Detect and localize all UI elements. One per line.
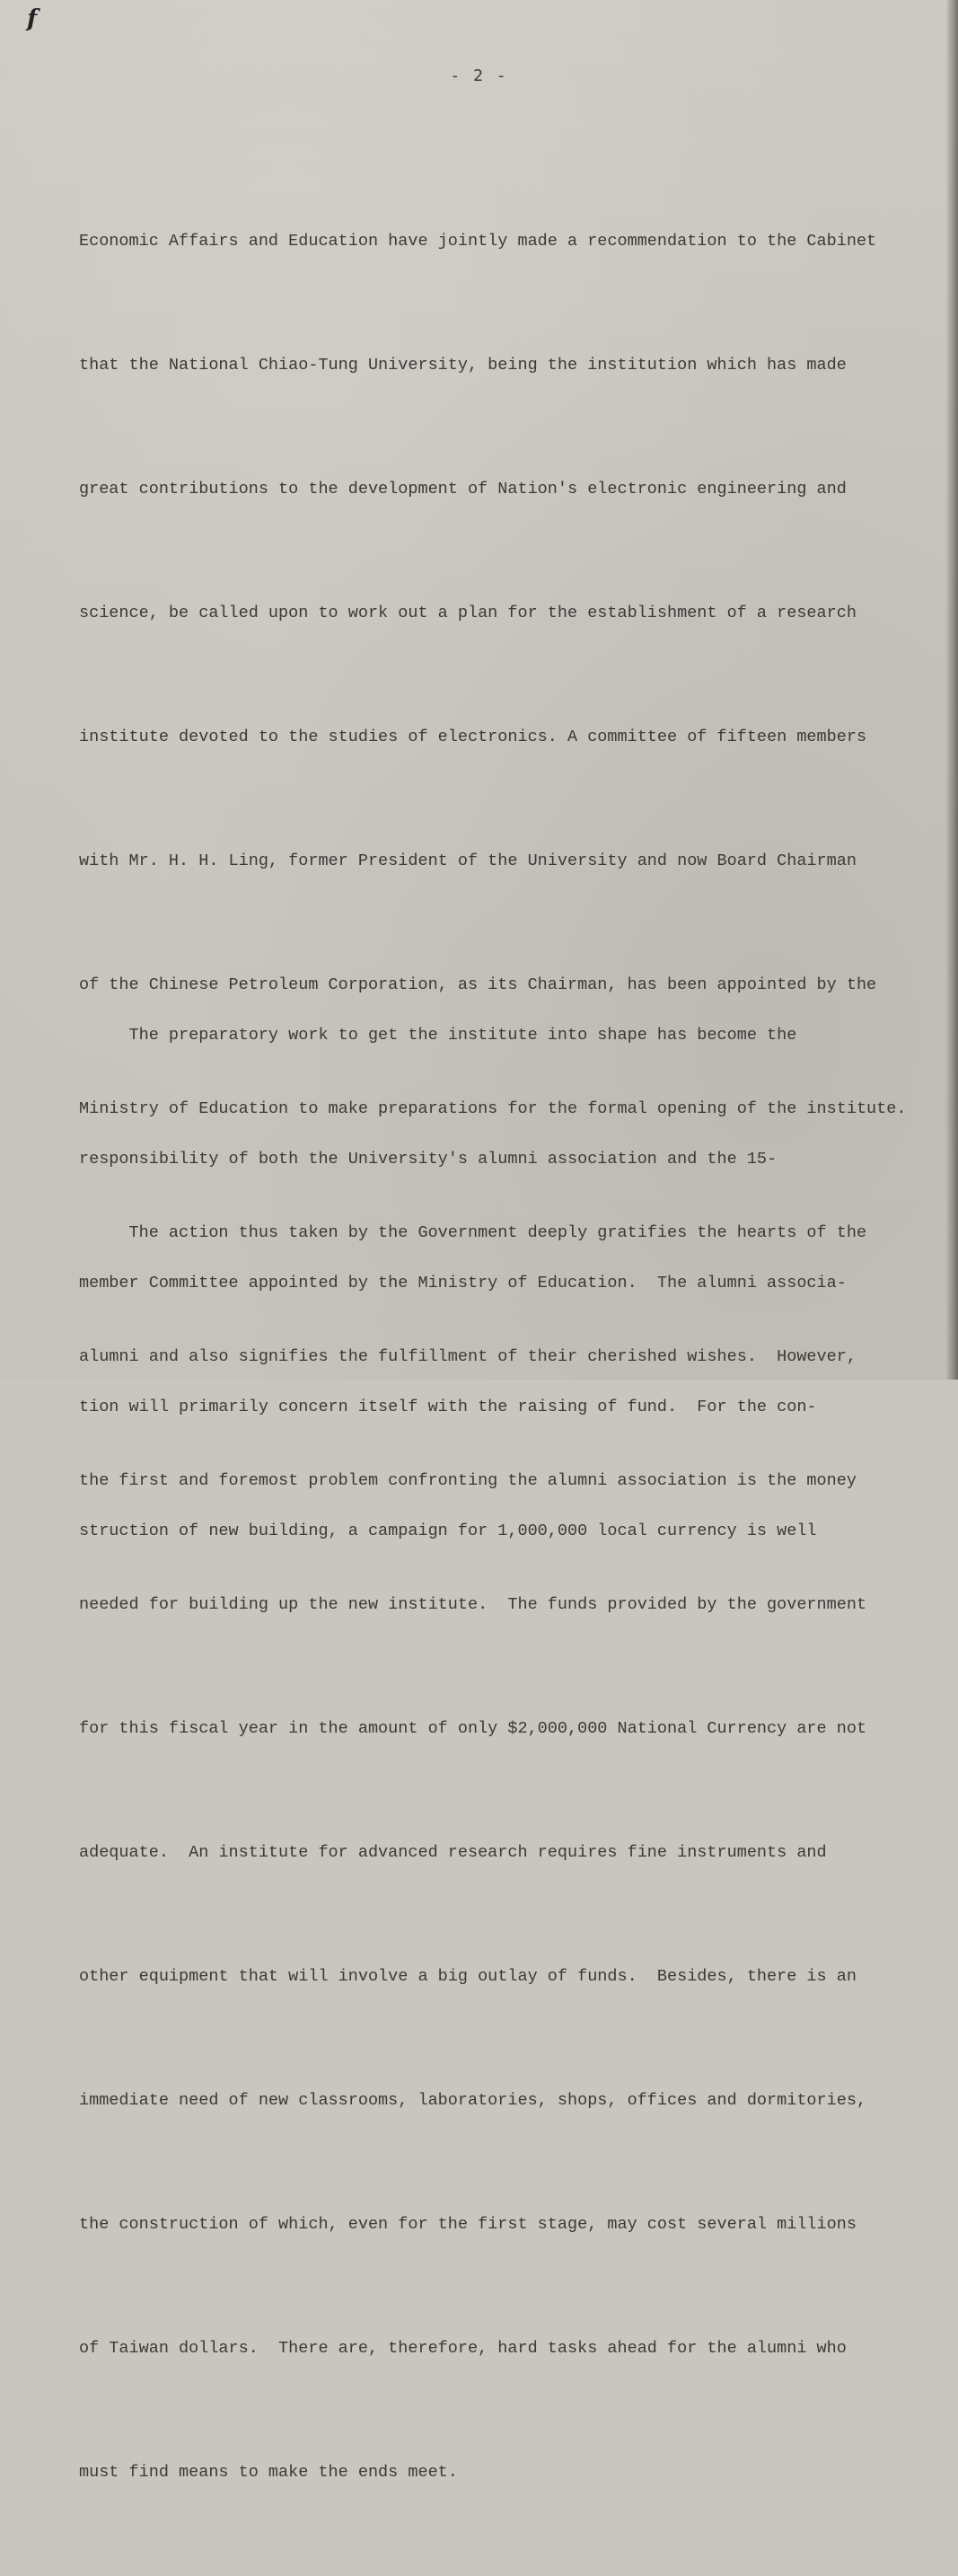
text-line: science, be called upon to work out a plan for the establishment of a research (79, 604, 857, 622)
page-number: - 2 - (450, 66, 508, 85)
text-line: for this fiscal year in the amount of only $2,000,000 National Currency are not (79, 1719, 867, 1738)
text-line: tion will primarily concern itself with the raising of fund. For the con- (79, 1398, 817, 1416)
text-line: The action thus taken by the Government deeply gratifies the hearts of the (79, 1223, 867, 1242)
text-line: of the Chinese Petroleum Corporation, as its Chairman, has been appointed by the (79, 975, 877, 994)
text-line: that the National Chiao-Tung University, being the institution which has made (79, 356, 847, 375)
text-line: Ministry of Education to make preparations for the formal opening of the institute. (79, 1099, 907, 1118)
text-line: with Mr. H. H. Ling, former President of the University and now Board Chairman (79, 851, 857, 870)
text-line: member Committee appointed by the Ministry of Education. The alumni associa- (79, 1274, 847, 1292)
corner-mark: f (27, 5, 38, 32)
text-line: must find means to make the ends meet. (79, 2463, 458, 2482)
text-line: other equipment that will involve a big outlay of funds. Besides, there is an (79, 1967, 857, 1986)
text-line: alumni and also signifies the fulfillment of their cherished wishes. However, (79, 1347, 857, 1366)
text-line: the first and foremost problem confronting the alumni association is the money (79, 1471, 857, 1490)
text-line: immediate need of new classrooms, laboratories, shops, offices and dormitories, (79, 2091, 867, 2110)
text-line: responsibility of both the University's alumni association and the 15- (79, 1150, 778, 1169)
text-line: The preparatory work to get the institute into shape has become the (79, 1026, 797, 1045)
page-edge-shadow (945, 0, 958, 1380)
text-line: great contributions to the development of Nation's electronic engineering and (79, 480, 847, 498)
text-line: struction of new building, a campaign for 1,000,000 local currency is well (79, 1522, 817, 1540)
text-line: needed for building up the new institute. The funds provided by the government (79, 1595, 867, 1614)
text-line: institute devoted to the studies of electronics. A committee of fifteen members (79, 728, 867, 746)
text-line: adequate. An institute for advanced research requires fine instruments and (79, 1843, 827, 1862)
body-text (79, 932, 941, 1635)
text-line: the construction of which, even for the first stage, may cost several millions (79, 2215, 857, 2234)
text-line: of Taiwan dollars. There are, therefore, hard tasks ahead for the alumni who (79, 2339, 847, 2358)
text-line: Economic Affairs and Education have jointly made a recommendation to the Cabinet (79, 232, 877, 251)
